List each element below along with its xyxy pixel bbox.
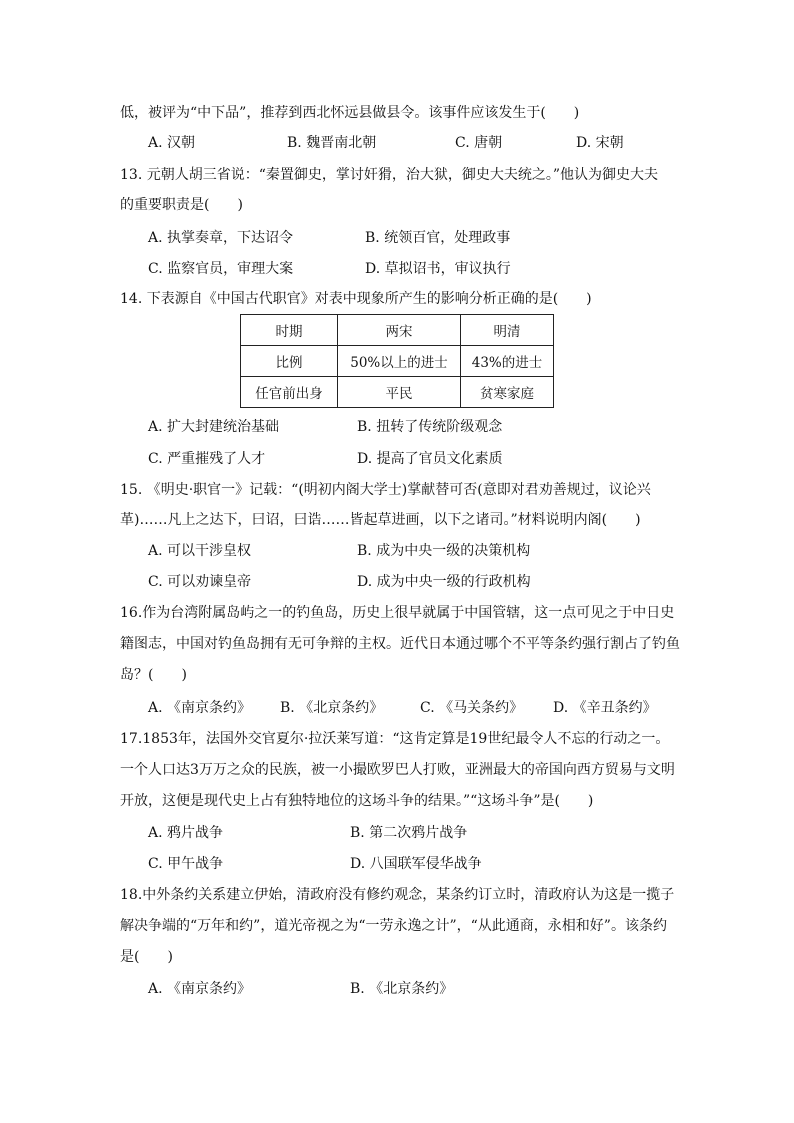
q12-option-b: B. 魏晋南北朝 [287,135,377,151]
table-row [241,377,554,408]
table-cell: 平民 [338,377,461,408]
q17-option-b: B. 第二次鸦片战争 [350,825,468,841]
question-17-line-1: 17.1853年，法国外交官夏尔·拉沃莱写道：“这肯定算是19世纪最令人不忘的行动之一。 [120,731,670,747]
q15-option-d: D. 成为中央一级的行政机构 [357,574,531,590]
table-row [241,315,554,346]
question-18-line-1: 18.中外条约关系建立伊始，清政府没有修约观念，某条约订立时，清政府认为这是一揽子 [120,887,675,903]
question-15-line-2: 革)……凡上之达下，曰诏，曰诰……皆起草进画，以下之诸司。”材料说明内阁( ) [120,512,641,528]
q12-option-d: D. 宋朝 [576,135,624,151]
q17-option-d: D. 八国联军侵华战争 [350,856,482,872]
table-cell: 贫寒家庭 [461,377,554,408]
question-18-line-2: 解决争端的“万年和约”，道光帝视之为“一劳永逸之计”，“从此通商，永相和好”。该条约 [120,918,667,934]
q16-option-d: D. 《辛丑条约》 [553,700,657,716]
table-row [241,346,554,377]
q16-option-a: A. 《南京条约》 [148,700,252,716]
table-cell: 任官前出身 [241,377,338,408]
question-16-line-2: 籍图志，中国对钓鱼岛拥有无可争辩的主权。近代日本通过哪个不平等条约强行割占了钓鱼 [120,636,680,652]
q13-option-a: A. 执掌奏章，下达诏令 [148,230,294,246]
table-cell: 50%以上的进士 [338,346,461,377]
q13-option-d: D. 草拟诏书，审议执行 [365,261,511,277]
question-15-line-1: 15. 《明史·职官一》记载：“(明初内阁大学士)掌献替可否(意即对君劝善规过，议论兴 [120,482,651,498]
q14-option-b: B. 扭转了传统阶级观念 [357,419,503,435]
table-cell: 43%的进士 [461,346,554,377]
official-origins-table [240,314,554,408]
q17-option-a: A. 鸦片战争 [148,825,224,841]
question-14-line-1: 14. 下表源自《中国古代职官》对表中现象所产生的影响分析正确的是( ) [120,291,592,307]
question-17-line-3: 开放，这便是现代史上占有独特地位的这场斗争的结果。”“这场斗争”是( ) [120,793,594,809]
question-18-line-3: 是( ) [120,949,173,965]
q14-option-c: C. 严重摧残了人才 [148,451,266,467]
q15-option-c: C. 可以劝谏皇帝 [148,574,252,590]
q13-option-c: C. 监察官员，审理大案 [148,261,294,277]
q15-option-b: B. 成为中央一级的决策机构 [357,543,531,559]
q14-option-d: D. 提高了官员文化素质 [357,451,503,467]
question-13-line-1: 13. 元朝人胡三省说：“秦置御史，掌讨奸猾，治大狱，御史大夫统之。”他认为御史大夫 [120,167,659,183]
q14-option-a: A. 扩大封建统治基础 [148,419,280,435]
q12-option-c: C. 唐朝 [455,135,503,151]
table-cell: 明清 [461,315,554,346]
table-cell: 时期 [241,315,338,346]
q12-option-a: A. 汉朝 [148,135,196,151]
q16-option-c: C. 《马关条约》 [420,700,524,716]
question-13-line-2: 的重要职责是( ) [120,197,243,213]
question-12-text-end: 低，被评为“中下品”，推荐到西北怀远县做县令。该事件应该发生于( ) [120,105,580,121]
question-16-line-1: 16.作为台湾附属岛屿之一的钓鱼岛，历史上很早就属于中国管辖，这一点可见之于中日史 [120,605,675,621]
q15-option-a: A. 可以干涉皇权 [148,543,252,559]
q16-option-b: B. 《北京条约》 [280,700,384,716]
q13-option-b: B. 统领百官，处理政事 [365,230,511,246]
question-16-line-3: 岛？( ) [120,667,187,683]
table-cell: 两宋 [338,315,461,346]
q17-option-c: C. 甲午战争 [148,856,224,872]
q18-option-b: B. 《北京条约》 [350,981,454,997]
question-17-line-2: 一个人口达3万万之众的民族，被一小撮欧罗巴人打败，亚洲最大的帝国向西方贸易与文明 [120,762,675,778]
table-cell: 比例 [241,346,338,377]
q18-option-a: A. 《南京条约》 [148,981,252,997]
